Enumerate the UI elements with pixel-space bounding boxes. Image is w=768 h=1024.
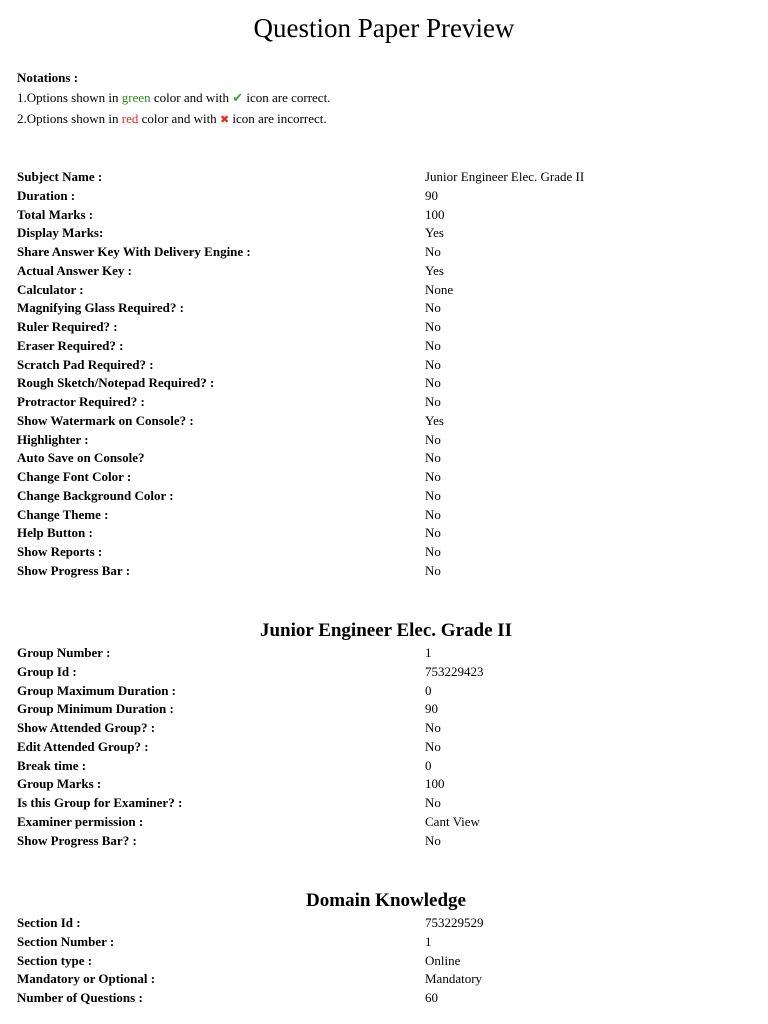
- info-label: Is this Group for Examiner? :: [17, 795, 183, 810]
- notation-correct-prefix: 1.Options shown in: [17, 90, 122, 105]
- info-label: Auto Save on Console?: [17, 450, 145, 466]
- info-row: [17, 644, 757, 663]
- info-row: [17, 933, 757, 952]
- notation-incorrect-middle: color and with: [138, 111, 220, 126]
- info-row: [17, 281, 757, 300]
- section-info-table: [17, 914, 757, 1008]
- info-label: Group Number :: [17, 645, 111, 660]
- subject-info-table: [17, 168, 757, 581]
- info-value: No: [425, 244, 441, 259]
- info-row: [17, 952, 757, 971]
- info-row: [17, 970, 757, 989]
- info-label: Change Theme :: [17, 506, 109, 522]
- info-label: Share Answer Key With Delivery Engine :: [17, 244, 251, 259]
- info-row: [17, 224, 757, 243]
- info-value: No: [425, 431, 441, 447]
- info-label: Section Id :: [17, 915, 81, 930]
- page-title: Question Paper Preview: [253, 13, 515, 43]
- info-row: [17, 914, 757, 933]
- info-value: No: [425, 469, 441, 484]
- notation-correct: [17, 88, 330, 109]
- info-value: No: [425, 738, 441, 754]
- info-row: [17, 337, 757, 356]
- info-label: Number of Questions :: [17, 990, 143, 1005]
- notation-correct-middle: color and with: [150, 90, 233, 105]
- info-row: [17, 243, 757, 262]
- info-row: [17, 412, 757, 431]
- notation-correct-suffix: icon are correct.: [243, 90, 331, 105]
- info-row: [17, 506, 757, 525]
- info-row: [17, 775, 757, 794]
- info-label: Section type :: [17, 952, 93, 968]
- check-icon: ✔: [232, 91, 244, 106]
- group-heading: Junior Engineer Elec. Grade II: [259, 620, 513, 641]
- info-value: No: [425, 795, 441, 810]
- info-label: Section Number :: [17, 933, 115, 949]
- info-label: Group Maximum Duration :: [17, 682, 177, 698]
- info-row: [17, 318, 757, 337]
- info-value: No: [425, 525, 441, 541]
- info-row: [17, 813, 757, 832]
- info-value: 1: [425, 645, 432, 660]
- info-value: No: [425, 720, 441, 735]
- info-value: No: [425, 832, 441, 848]
- notation-incorrect-prefix: 2.Options shown in: [17, 111, 122, 126]
- info-row: [17, 374, 757, 393]
- info-value: 90: [425, 701, 438, 717]
- info-value: No: [425, 300, 441, 316]
- info-row: [17, 299, 757, 318]
- info-label: Group Marks :: [17, 776, 102, 792]
- info-value: No: [425, 487, 441, 503]
- info-label: Total Marks :: [17, 206, 94, 222]
- info-value: No: [425, 337, 441, 353]
- info-value: Yes: [425, 262, 444, 278]
- info-value: No: [425, 450, 441, 466]
- info-label: Calculator :: [17, 281, 84, 297]
- info-label: Mandatory or Optional :: [17, 971, 156, 987]
- info-value: No: [425, 375, 441, 391]
- info-value: 60: [425, 990, 438, 1005]
- notations: [17, 68, 330, 130]
- notation-incorrect-suffix: icon are incorrect.: [229, 111, 327, 126]
- info-label: Break time :: [17, 757, 87, 773]
- info-label: Show Progress Bar :: [17, 562, 131, 578]
- info-value: 90: [425, 187, 438, 203]
- info-row: [17, 700, 757, 719]
- info-value: 100: [425, 776, 445, 792]
- info-value: No: [425, 562, 441, 578]
- info-value: No: [425, 544, 441, 559]
- info-label: Group Minimum Duration :: [17, 701, 174, 717]
- info-row: [17, 356, 757, 375]
- info-row: [17, 682, 757, 701]
- section-heading: Domain Knowledge: [306, 890, 466, 911]
- info-row: [17, 487, 757, 506]
- info-value: 1: [425, 933, 432, 949]
- info-label: Eraser Required? :: [17, 337, 124, 353]
- info-label: Actual Answer Key :: [17, 262, 132, 278]
- info-value: 0: [425, 682, 432, 698]
- info-row: [17, 989, 757, 1008]
- info-value: No: [425, 356, 441, 372]
- notation-correct-color-word: green: [121, 90, 151, 105]
- info-value: Cant View: [425, 813, 480, 829]
- info-row: [17, 663, 757, 682]
- info-label: Help Button :: [17, 525, 93, 541]
- info-row: [17, 168, 757, 187]
- info-value: Mandatory: [425, 971, 483, 987]
- info-label: Rough Sketch/Notepad Required? :: [17, 375, 215, 391]
- info-value: No: [425, 506, 441, 522]
- info-row: [17, 468, 757, 487]
- info-row: [17, 543, 757, 562]
- info-label: Show Watermark on Console? :: [17, 412, 194, 428]
- info-value: Yes: [425, 412, 444, 428]
- info-label: Protractor Required? :: [17, 394, 145, 409]
- info-row: [17, 206, 757, 225]
- info-label: Show Reports :: [17, 544, 103, 559]
- info-value: 753229529: [425, 915, 484, 930]
- info-value: No: [425, 319, 441, 334]
- notation-incorrect-color-word: red: [121, 111, 139, 126]
- info-label: Change Background Color :: [17, 487, 174, 503]
- info-label: Scratch Pad Required? :: [17, 356, 154, 372]
- info-value: 100: [425, 206, 445, 222]
- info-label: Group Id :: [17, 663, 77, 679]
- info-row: [17, 431, 757, 450]
- notations-title: Notations :: [17, 70, 79, 85]
- info-label: Duration :: [17, 187, 76, 203]
- info-row: [17, 757, 757, 776]
- info-label: Subject Name :: [17, 169, 103, 184]
- info-row: [17, 794, 757, 813]
- info-label: Change Font Color :: [17, 469, 132, 484]
- info-value: Junior Engineer Elec. Grade II: [425, 169, 585, 184]
- info-row: [17, 449, 757, 468]
- info-label: Show Progress Bar? :: [17, 832, 137, 848]
- info-row: [17, 562, 757, 581]
- info-label: Edit Attended Group? :: [17, 738, 149, 754]
- info-value: None: [425, 281, 454, 297]
- group-info-table: [17, 644, 757, 850]
- info-row: [17, 393, 757, 412]
- info-value: No: [425, 394, 441, 409]
- info-row: [17, 738, 757, 757]
- info-value: Online: [425, 952, 461, 968]
- info-row: [17, 187, 757, 206]
- info-label: Highlighter :: [17, 431, 89, 447]
- info-value: 753229423: [425, 663, 484, 679]
- cross-icon: ✖: [219, 113, 230, 126]
- info-label: Examiner permission :: [17, 813, 144, 829]
- info-value: Yes: [425, 225, 444, 241]
- info-label: Display Marks:: [17, 225, 104, 241]
- info-label: Show Attended Group? :: [17, 720, 156, 735]
- info-label: Magnifying Glass Required? :: [17, 300, 184, 316]
- info-row: [17, 719, 757, 738]
- info-row: [17, 262, 757, 281]
- info-value: 0: [425, 757, 432, 773]
- info-row: [17, 524, 757, 543]
- notation-incorrect: [17, 109, 330, 130]
- info-label: Ruler Required? :: [17, 319, 118, 334]
- info-row: [17, 832, 757, 851]
